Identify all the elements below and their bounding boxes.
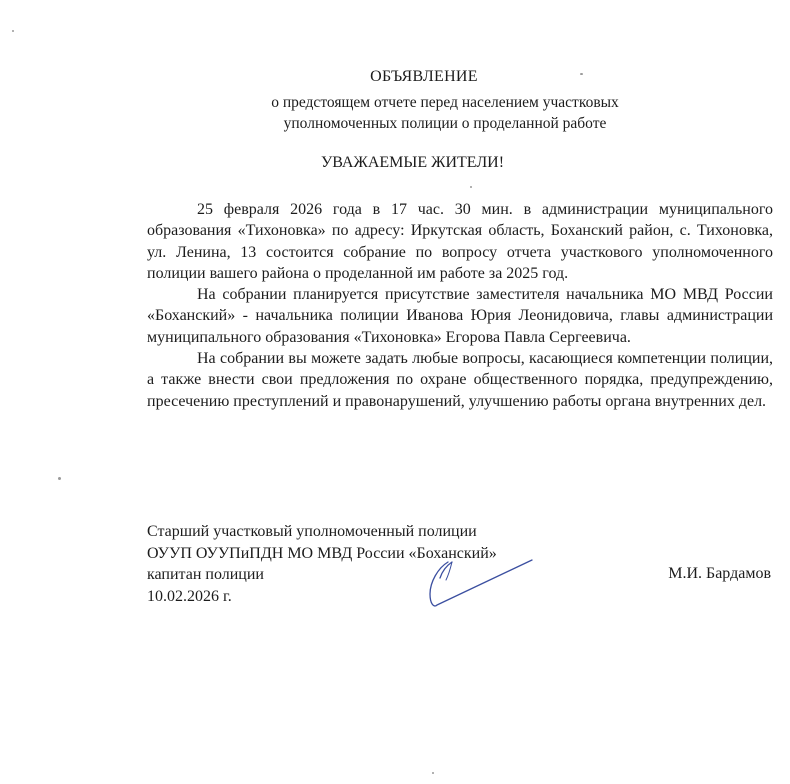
announcement-body [147, 199, 773, 412]
scan-speck [58, 477, 61, 480]
subtitle-line-2: уполномоченных полиции о проделанной работе [283, 115, 607, 132]
scan-speck [580, 73, 583, 75]
scan-speck [12, 30, 14, 32]
greeting: УВАЖАЕМЫЕ ЖИТЕЛИ! [320, 154, 505, 171]
signer-position-line-1: Старший участковый уполномоченный полиции [147, 523, 477, 540]
subtitle-line-1: о предстоящем отчете перед населением участковых [271, 94, 619, 111]
signer-name: М.И. Бардамов [668, 565, 771, 582]
paragraph-questions: На собрании вы можете задать любые вопросы, касающиеся компетенции полиции, а также внести свои предложения по охране общественного порядка, предупреждению, пресечению преступлений и правонарушений, улучшению работы органа внутренних дел. [147, 350, 773, 410]
paragraph-attendees: На собрании планируется присутствие заместителя начальника МО МВД России «Боханский» - начальника полиции Иванова Юрия Леонидовича, главы администрации муниципального образования «Тихоновка» Егорова Павла Сергеевича. [147, 286, 773, 346]
scan-speck [432, 772, 434, 774]
signer-rank: капитан полиции [147, 566, 264, 583]
document-subtitle [100, 92, 790, 134]
document-title: ОБЪЯВЛЕНИЕ [370, 68, 478, 85]
document-date: 10.02.2026 г. [147, 587, 232, 605]
signer-position-line-2: ОУУП ОУУПиПДН МО МВД России «Боханский» [147, 544, 497, 562]
handwritten-signature [420, 548, 540, 612]
scan-speck [470, 186, 472, 188]
paragraph-meeting-details: 25 февраля 2026 года в 17 час. 30 мин. в администрации муниципального образования «Тихоновка» по адресу: Иркутская область, Боханский район, с. Тихоновка, ул. Ленина, 13 состоится собрание по вопросу отчета участкового уполномоченного полиции вашего района о проделанной им работе за 2025 год. [147, 201, 773, 282]
